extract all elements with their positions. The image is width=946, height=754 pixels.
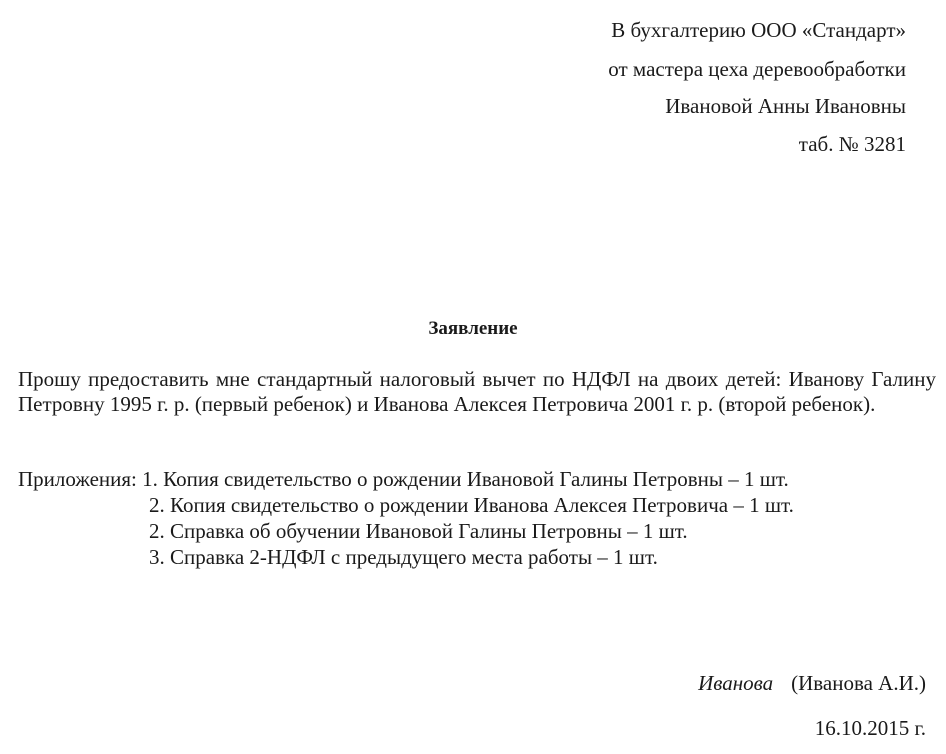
document-date: 16.10.2015 г.	[814, 716, 926, 740]
attachment-item	[149, 519, 688, 544]
attachment-text: 2. Справка об обучении Ивановой Галины Петровны – 1 шт.	[149, 519, 688, 543]
attachments-label: Приложения:	[18, 467, 137, 491]
attachment-text: 1. Копия свидетельство о рождении Ивановой Галины Петровны – 1 шт.	[142, 467, 789, 491]
sender-position-line: от мастера цеха деревообработки	[608, 57, 906, 81]
handwritten-signature: Иванова	[698, 671, 774, 695]
attachment-text: 3. Справка 2-НДФЛ с предыдущего места работы – 1 шт.	[149, 545, 658, 569]
attachment-item	[18, 467, 789, 492]
printed-name: (Иванова А.И.)	[791, 671, 926, 695]
attachment-text: 2. Копия свидетельство о рождении Иванова Алексея Петровича – 1 шт.	[149, 493, 794, 517]
attachment-item	[149, 493, 794, 518]
addressee-line: В бухгалтерию ООО «Стандарт»	[611, 18, 906, 42]
sender-name-line: Ивановой Анны Ивановны	[665, 94, 906, 118]
attachment-item	[149, 545, 658, 570]
request-paragraph: Прошу предоставить мне стандартный налоговый вычет по НДФЛ на двоих детей: Иванову Галину Петровну 1995 г. р. (первый ребенок) и Иванова Алексея Петровича 2001 г. р. (второй ребенок).	[18, 367, 936, 416]
personnel-number-line: таб. № 3281	[798, 132, 906, 156]
signature-block	[698, 671, 926, 696]
document-title: Заявление	[428, 318, 518, 339]
